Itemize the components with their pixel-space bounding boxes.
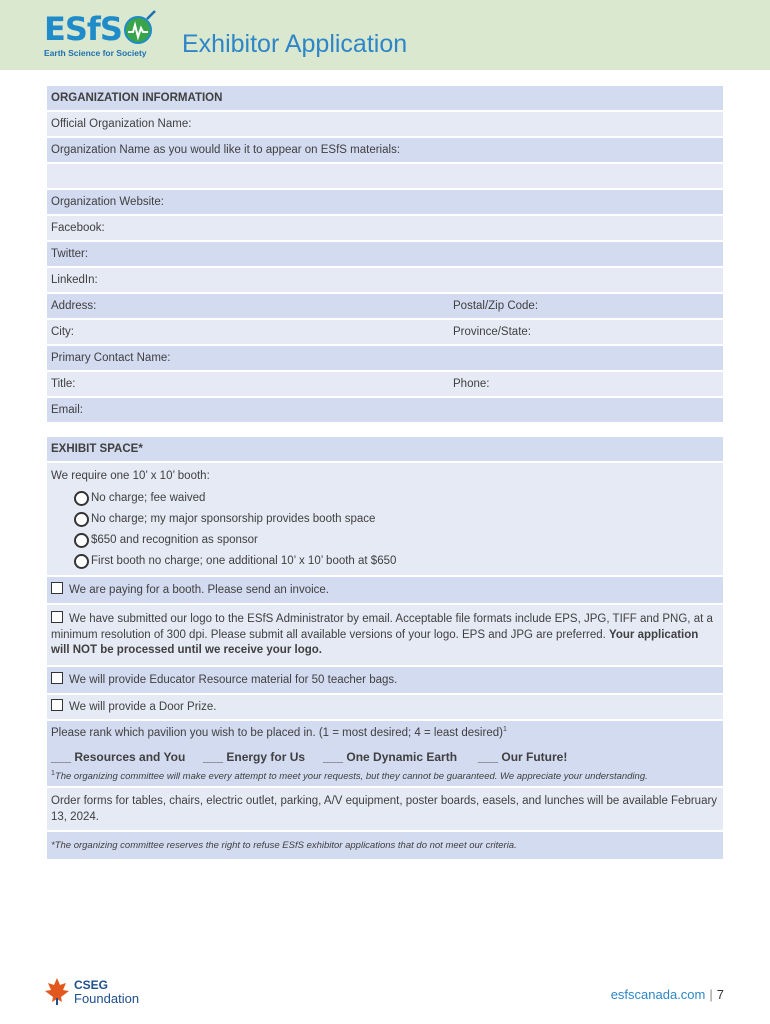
option-label: We are paying for a booth. Please send an invoice. <box>69 584 329 596</box>
field-label: Facebook: <box>51 222 105 234</box>
option-label: We will provide Educator Resource material for 50 teacher bags. <box>69 673 398 686</box>
city-row[interactable] <box>47 320 723 344</box>
ranking-footnote <box>51 770 719 782</box>
display-name-field[interactable] <box>47 138 723 162</box>
option-fee-waived[interactable] <box>51 488 719 509</box>
field-label: Address: <box>51 300 97 312</box>
checkbox-icon[interactable] <box>51 582 63 594</box>
website-field[interactable] <box>47 190 723 214</box>
field-label: Phone: <box>453 378 490 390</box>
esfs-logo <box>44 8 164 60</box>
field-label: Province/State: <box>453 326 531 338</box>
field-label: LinkedIn: <box>51 274 98 286</box>
logo-cseg: CSEG <box>74 978 109 992</box>
exhibit-section <box>47 437 723 861</box>
pavilion-resources[interactable]: ___ Resources and You <box>51 749 186 764</box>
option-label: First booth no charge; one additional 10’ x 10’ booth at $650 <box>91 555 397 567</box>
field-label: Postal/Zip Code: <box>453 300 539 312</box>
section-heading: ORGANIZATION INFORMATION <box>47 86 723 110</box>
page-header <box>0 0 770 70</box>
linkedin-field[interactable] <box>47 268 723 292</box>
invoice-option[interactable] <box>47 577 723 603</box>
radio-icon[interactable] <box>74 512 89 527</box>
website-link[interactable]: esfscanada.com <box>610 987 706 1002</box>
checkbox-icon[interactable] <box>51 699 63 711</box>
field-label: Organization Website: <box>51 196 164 208</box>
option-label: We have submitted our logo to the ESfS Administrator by email. Acceptable file formats include EPS, JPG, TIFF and PNG, at a minimum resolution of 300 dpi. Please submit all available versions of your logo. EPS and JPG are preferred. <box>51 613 713 641</box>
official-name-field[interactable] <box>47 112 723 136</box>
logo-wordmark: ESfS <box>44 10 122 48</box>
pavilion-ranking <box>47 721 723 786</box>
globe-icon <box>120 8 160 48</box>
radio-icon[interactable] <box>74 491 89 506</box>
field-label: Primary Contact Name: <box>51 352 171 364</box>
address-row[interactable] <box>47 294 723 318</box>
title-row[interactable] <box>47 372 723 396</box>
field-label: Official Organization Name: <box>51 118 192 130</box>
checkbox-icon[interactable] <box>51 672 63 684</box>
organization-section <box>47 86 723 424</box>
section-heading: EXHIBIT SPACE* <box>47 437 723 461</box>
field-label: Title: <box>51 378 76 390</box>
logo-warning: Your application will NOT be processed until we receive your logo. <box>51 628 699 656</box>
reserve-note: *The organizing committee reserves the right to refuse ESfS exhibitor applications that do not meet our criteria. <box>47 832 723 859</box>
footnote-marker: 1 <box>502 725 507 733</box>
twitter-field[interactable] <box>47 242 723 266</box>
booth-requirement: We require one 10’ x 10’ booth: <box>51 470 210 482</box>
email-field[interactable] <box>47 398 723 422</box>
checkbox-icon[interactable] <box>51 611 63 623</box>
pavilion-dynamic-earth[interactable]: ___ One Dynamic Earth <box>323 749 458 764</box>
footnote-text: The organizing committee will make every attempt to meet your requests, but they cannot be guaranteed. We appreciate your understanding. <box>54 770 648 782</box>
booth-options <box>47 463 723 575</box>
pavilion-list <box>51 746 719 768</box>
option-label: $650 and recognition as sponsor <box>91 534 258 546</box>
order-forms-note: Order forms for tables, chairs, electric outlet, parking, A/V equipment, poster boards, easels, and lunches will be available February 13, 2024. <box>47 788 723 830</box>
display-name-input[interactable] <box>47 164 723 188</box>
page-footer <box>611 987 724 1002</box>
pavilion-future[interactable]: ___ Our Future! <box>478 749 568 764</box>
logo-tagline: Earth Science for Society <box>44 48 147 58</box>
educator-option[interactable] <box>47 667 723 693</box>
option-label: No charge; my major sponsorship provides booth space <box>91 513 376 525</box>
maple-leaf-icon <box>44 976 70 1006</box>
field-label: Twitter: <box>51 248 89 260</box>
page-title: Exhibitor Application <box>182 30 408 58</box>
page-number: 7 <box>716 987 724 1002</box>
door-prize-option[interactable] <box>47 695 723 719</box>
option-label: We will provide a Door Prize. <box>69 700 217 713</box>
footer-separator: | <box>709 987 713 1002</box>
option-650-sponsor[interactable] <box>51 530 719 551</box>
field-label: Email: <box>51 404 83 416</box>
radio-icon[interactable] <box>74 533 89 548</box>
radio-icon[interactable] <box>74 554 89 569</box>
footnote-marker: 1 <box>51 769 55 777</box>
rank-instruction: Please rank which pavilion you wish to be placed in. (1 = most desired; 4 = least desired) <box>51 726 503 739</box>
cseg-foundation-logo <box>44 974 154 1008</box>
logo-submitted-option[interactable] <box>47 605 723 665</box>
field-label: City: <box>51 326 74 338</box>
facebook-field[interactable] <box>47 216 723 240</box>
pavilion-energy[interactable]: ___ Energy for Us <box>203 749 306 764</box>
option-label: No charge; fee waived <box>91 492 206 504</box>
logo-foundation: Foundation <box>74 991 140 1006</box>
option-sponsorship[interactable] <box>51 509 719 530</box>
field-label: Organization Name as you would like it to appear on ESfS materials: <box>51 144 401 156</box>
contact-field[interactable] <box>47 346 723 370</box>
option-additional-booth[interactable] <box>51 551 719 572</box>
